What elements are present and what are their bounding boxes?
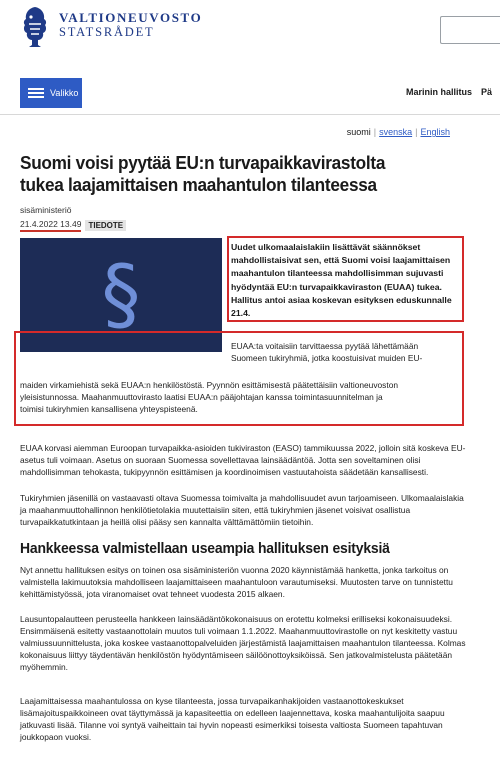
nav-link-truncated[interactable]: Pä — [481, 87, 493, 97]
highlight-box-lead — [227, 236, 464, 322]
paragraph-1-top: EUAA:ta voitaisiin tarvittaessa pyytää lähettämään Suomeen tukiryhmiä, jotka koostuisivat muiden EU- — [231, 341, 423, 363]
lang-current: suomi — [346, 127, 371, 137]
main-nav — [0, 78, 500, 112]
paragraph-5: Lausuntopalautteen perusteella hankkeen lainsäädäntökokonaisuus on erotettu kolmeksi erilliseksi kokonaisuudeksi. Ensimmäisenä esitetty vastaanottolain muutos tuli voimaan 1.1.2022. Maahanmuuttovirastolle on nyt keskitetty vastuu valmiussuunnittelusta, joka koskee vastaanottopalveluiden järjestämistä laajamittaisen maahantulon tilanteessa. Kolmas kokonaisuus liittyy täydentävän henkilöstön hyödyntämiseen säilöönottoyksiköissä. Sen jatkovalmistelusta päätetään myöhemmin. — [20, 614, 466, 672]
nav-links — [406, 87, 500, 97]
highlight-box-paragraph — [14, 331, 464, 426]
nav-divider — [0, 114, 500, 115]
lead-paragraph: Uudet ulkomaalaislakiin lisättävät säännökset mahdollistaisivat sen, että Suomi voisi laajamittaisen maahantulon tilanteessa mahdollisimman sujuvasti hyödyntää EU:n turvapaikkaviraston (EUAA) tukea. Hallitus antoi asiaa koskevan esityksen eduskunnalle 21.4. — [231, 242, 452, 319]
menu-label: Valikko — [50, 88, 79, 98]
paragraph-2: EUAA korvasi aiemman Euroopan turvapaikka-asioiden tukiviraston (EASO) tammikuussa 2022, jolloin sitä koskeva EU-asetus tuli voimaan. Asetus on suoraan Suomessa sovellettavaa lainsäädäntöä. Jotta sen soveltaminen olisi mahdollisimman tehokasta, tukipyynnön esittämisen ja koordinoimisen vastuutahoista säädetään kansallisesti. — [20, 443, 466, 477]
section-heading: Hankkeessa valmistellaan useampia hallituksen esityksiä — [20, 540, 390, 557]
lang-svenska[interactable]: svenska — [379, 127, 413, 137]
ministry-label: sisäministeriö — [20, 205, 72, 215]
paragraph-1-bottom: maiden virkamiehistä sekä EUAA:n henkilöstöstä. Pyynnön esittämisestä päätettäisiin valtioneuvoston yleisistunnossa. Maahanmuuttovirasto laatisi EUAA:n pääjohtajan kanssa toimintasuunnitelman ja toimisi tukiryhmien kansallisena yhteyspisteenä. — [20, 380, 399, 414]
search-input[interactable] — [440, 16, 500, 44]
logo-line-2: STATSRÅDET — [59, 25, 155, 39]
language-switcher: suomi | svenska | English — [346, 127, 450, 137]
hamburger-icon — [28, 88, 44, 98]
paragraph-4: Nyt annettu hallituksen esitys on toinen osa sisäministeriön vuonna 2020 käynnistämää hanketta, jonka tarkoitus on valmistella lakimuutoksia mahdolliseen laajamittaiseen maahantuloon varautumiseksi. Muutosten tarve on tunnistettu kehittämistyössä, jota viranomaiset ovat tehneet vuodesta 2015 alkaen. — [20, 565, 453, 599]
logo-line-1: VALTIONEUVOSTO — [59, 10, 203, 25]
lang-english[interactable]: English — [420, 127, 450, 137]
article-meta — [20, 219, 126, 232]
paragraph-3: Tukiryhmien jäsenillä on vastaavasti oltava Suomessa toimivalta ja mahdollisuudet avun tarjoamiseen. Ulkomaalaislakia ja maahanmuuttohallinnon henkilötietolakia muutettaisiin siten, että tukiryhmien jäsenet voisivat osallistua turvapaikkatutkintaan ja heillä olisi pääsy sen kannalta välttämättömiin tietoihin. — [20, 493, 464, 527]
publish-date: 21.4.2022 13.49 — [20, 219, 81, 232]
paragraph-6: Laajamittaisessa maahantulossa on kyse tilanteesta, jossa turvapaikanhakijoiden vastaanottokeskukset lisämajoituspaikkoineen ovat täyttymässä ja kapasiteettia on edelleen laajennettava, koska maahantulijoita saapuu jatkuvasti lisää. Tilanne voi syntyä vaiheittain tai hyvin nopeasti esimerkiksi toisesta valtiosta Suomeen tapahtuvan joukkopaon vuoksi. — [20, 696, 445, 742]
logo-text — [59, 10, 202, 40]
site-header — [0, 0, 500, 64]
nav-link-marinin-hallitus[interactable]: Marinin hallitus — [406, 87, 473, 97]
type-badge: TIEDOTE — [85, 220, 126, 231]
site-logo[interactable] — [20, 5, 202, 49]
lion-crest-icon — [20, 5, 50, 49]
page-title: Suomi voisi pyytää EU:n turvapaikkavirastolta tukea laajamittaisen maahantulon tilanteessa — [20, 152, 386, 195]
menu-button[interactable] — [20, 78, 82, 108]
section-sign-icon: § — [101, 250, 141, 340]
